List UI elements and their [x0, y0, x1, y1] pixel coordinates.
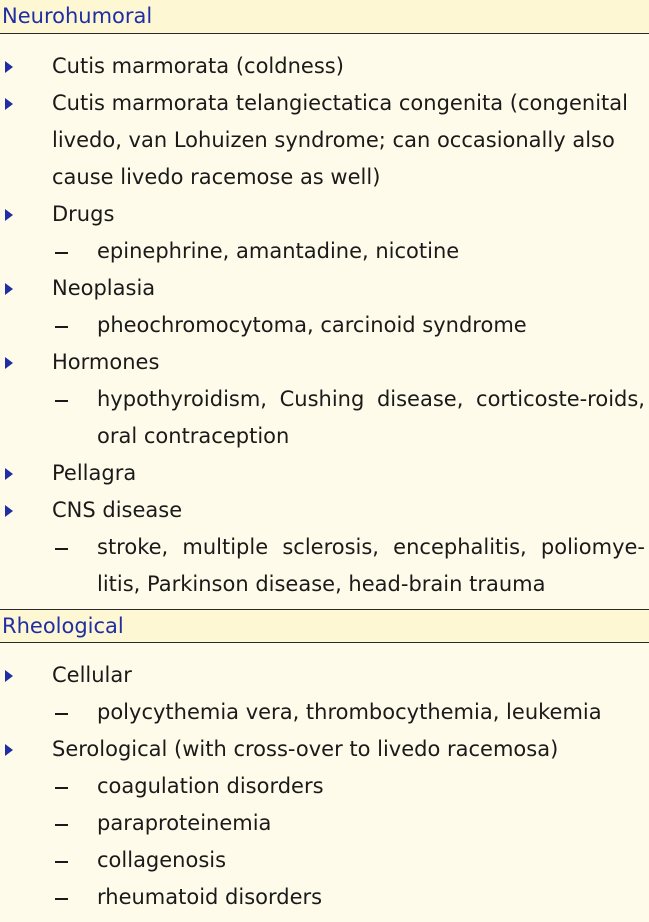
item-text: Pellagra: [52, 461, 137, 485]
dash-bullet-icon: [55, 252, 68, 254]
section-header-rheological: [0, 609, 649, 643]
list-item: [0, 492, 649, 529]
section-title: Rheological: [2, 614, 124, 638]
sub-list-item: [0, 529, 649, 603]
item-text: collagenosis: [97, 848, 227, 872]
item-text: Cutis marmorata telangiectatica congenita (congenital livedo, van Lohuizen syndrome; can occasionally also cause livedo racemose as well): [52, 91, 628, 189]
arrow-bullet-icon: [5, 209, 13, 221]
item-text: hypothyroidism, Cushing disease, corticoste-roids, oral contraception: [97, 387, 645, 448]
dash-bullet-icon: [55, 861, 68, 863]
list-item: [0, 48, 649, 85]
list-item: [0, 657, 649, 694]
list-item: [0, 731, 649, 768]
dash-bullet-icon: [55, 824, 68, 826]
section-list-rheological: [0, 643, 649, 922]
list-item: [0, 270, 649, 307]
sub-list-item: [0, 381, 649, 455]
arrow-bullet-icon: [5, 357, 13, 369]
item-text: rheumatoid disorders: [97, 885, 323, 909]
item-text: stroke, multiple sclerosis, encephalitis, poliomye-litis, Parkinson disease, head-brain trauma: [97, 535, 645, 596]
arrow-bullet-icon: [5, 505, 13, 517]
item-text: Cellular: [52, 663, 132, 687]
item-text: Drugs: [52, 202, 115, 226]
section-title: Neurohumoral: [2, 4, 153, 28]
arrow-bullet-icon: [5, 670, 13, 682]
dash-bullet-icon: [55, 713, 68, 715]
arrow-bullet-icon: [5, 61, 13, 73]
item-text: polycythemia vera, thrombocythemia, leukemia: [97, 700, 602, 724]
item-text: Hormones: [52, 350, 160, 374]
sub-list-item: [0, 233, 649, 270]
sub-list-item: [0, 307, 649, 344]
arrow-bullet-icon: [5, 98, 13, 110]
item-text: Serological (with cross-over to livedo racemosa): [52, 737, 559, 761]
item-text: epinephrine, amantadine, nicotine: [97, 239, 460, 263]
arrow-bullet-icon: [5, 468, 13, 480]
item-text: CNS disease: [52, 498, 183, 522]
sub-list-item: [0, 694, 649, 731]
item-text: Neoplasia: [52, 276, 156, 300]
item-text: pheochromocytoma, carcinoid syndrome: [97, 313, 527, 337]
sub-list-item: [0, 768, 649, 805]
item-text: paraproteinemia: [97, 811, 272, 835]
list-item: [0, 196, 649, 233]
arrow-bullet-icon: [5, 283, 13, 295]
section-header-neurohumoral: [0, 0, 649, 34]
dash-bullet-icon: [55, 787, 68, 789]
sub-list-item: [0, 805, 649, 842]
arrow-bullet-icon: [5, 744, 13, 756]
item-text: Cutis marmorata (coldness): [52, 54, 344, 78]
list-item: [0, 85, 649, 196]
section-list-neurohumoral: [0, 34, 649, 609]
list-item: [0, 455, 649, 492]
dash-bullet-icon: [55, 548, 68, 550]
sub-list-item: [0, 879, 649, 916]
dash-bullet-icon: [55, 326, 68, 328]
dash-bullet-icon: [55, 400, 68, 402]
dash-bullet-icon: [55, 898, 68, 900]
item-text: coagulation disorders: [97, 774, 324, 798]
list-item: [0, 344, 649, 381]
sub-list-item: [0, 842, 649, 879]
